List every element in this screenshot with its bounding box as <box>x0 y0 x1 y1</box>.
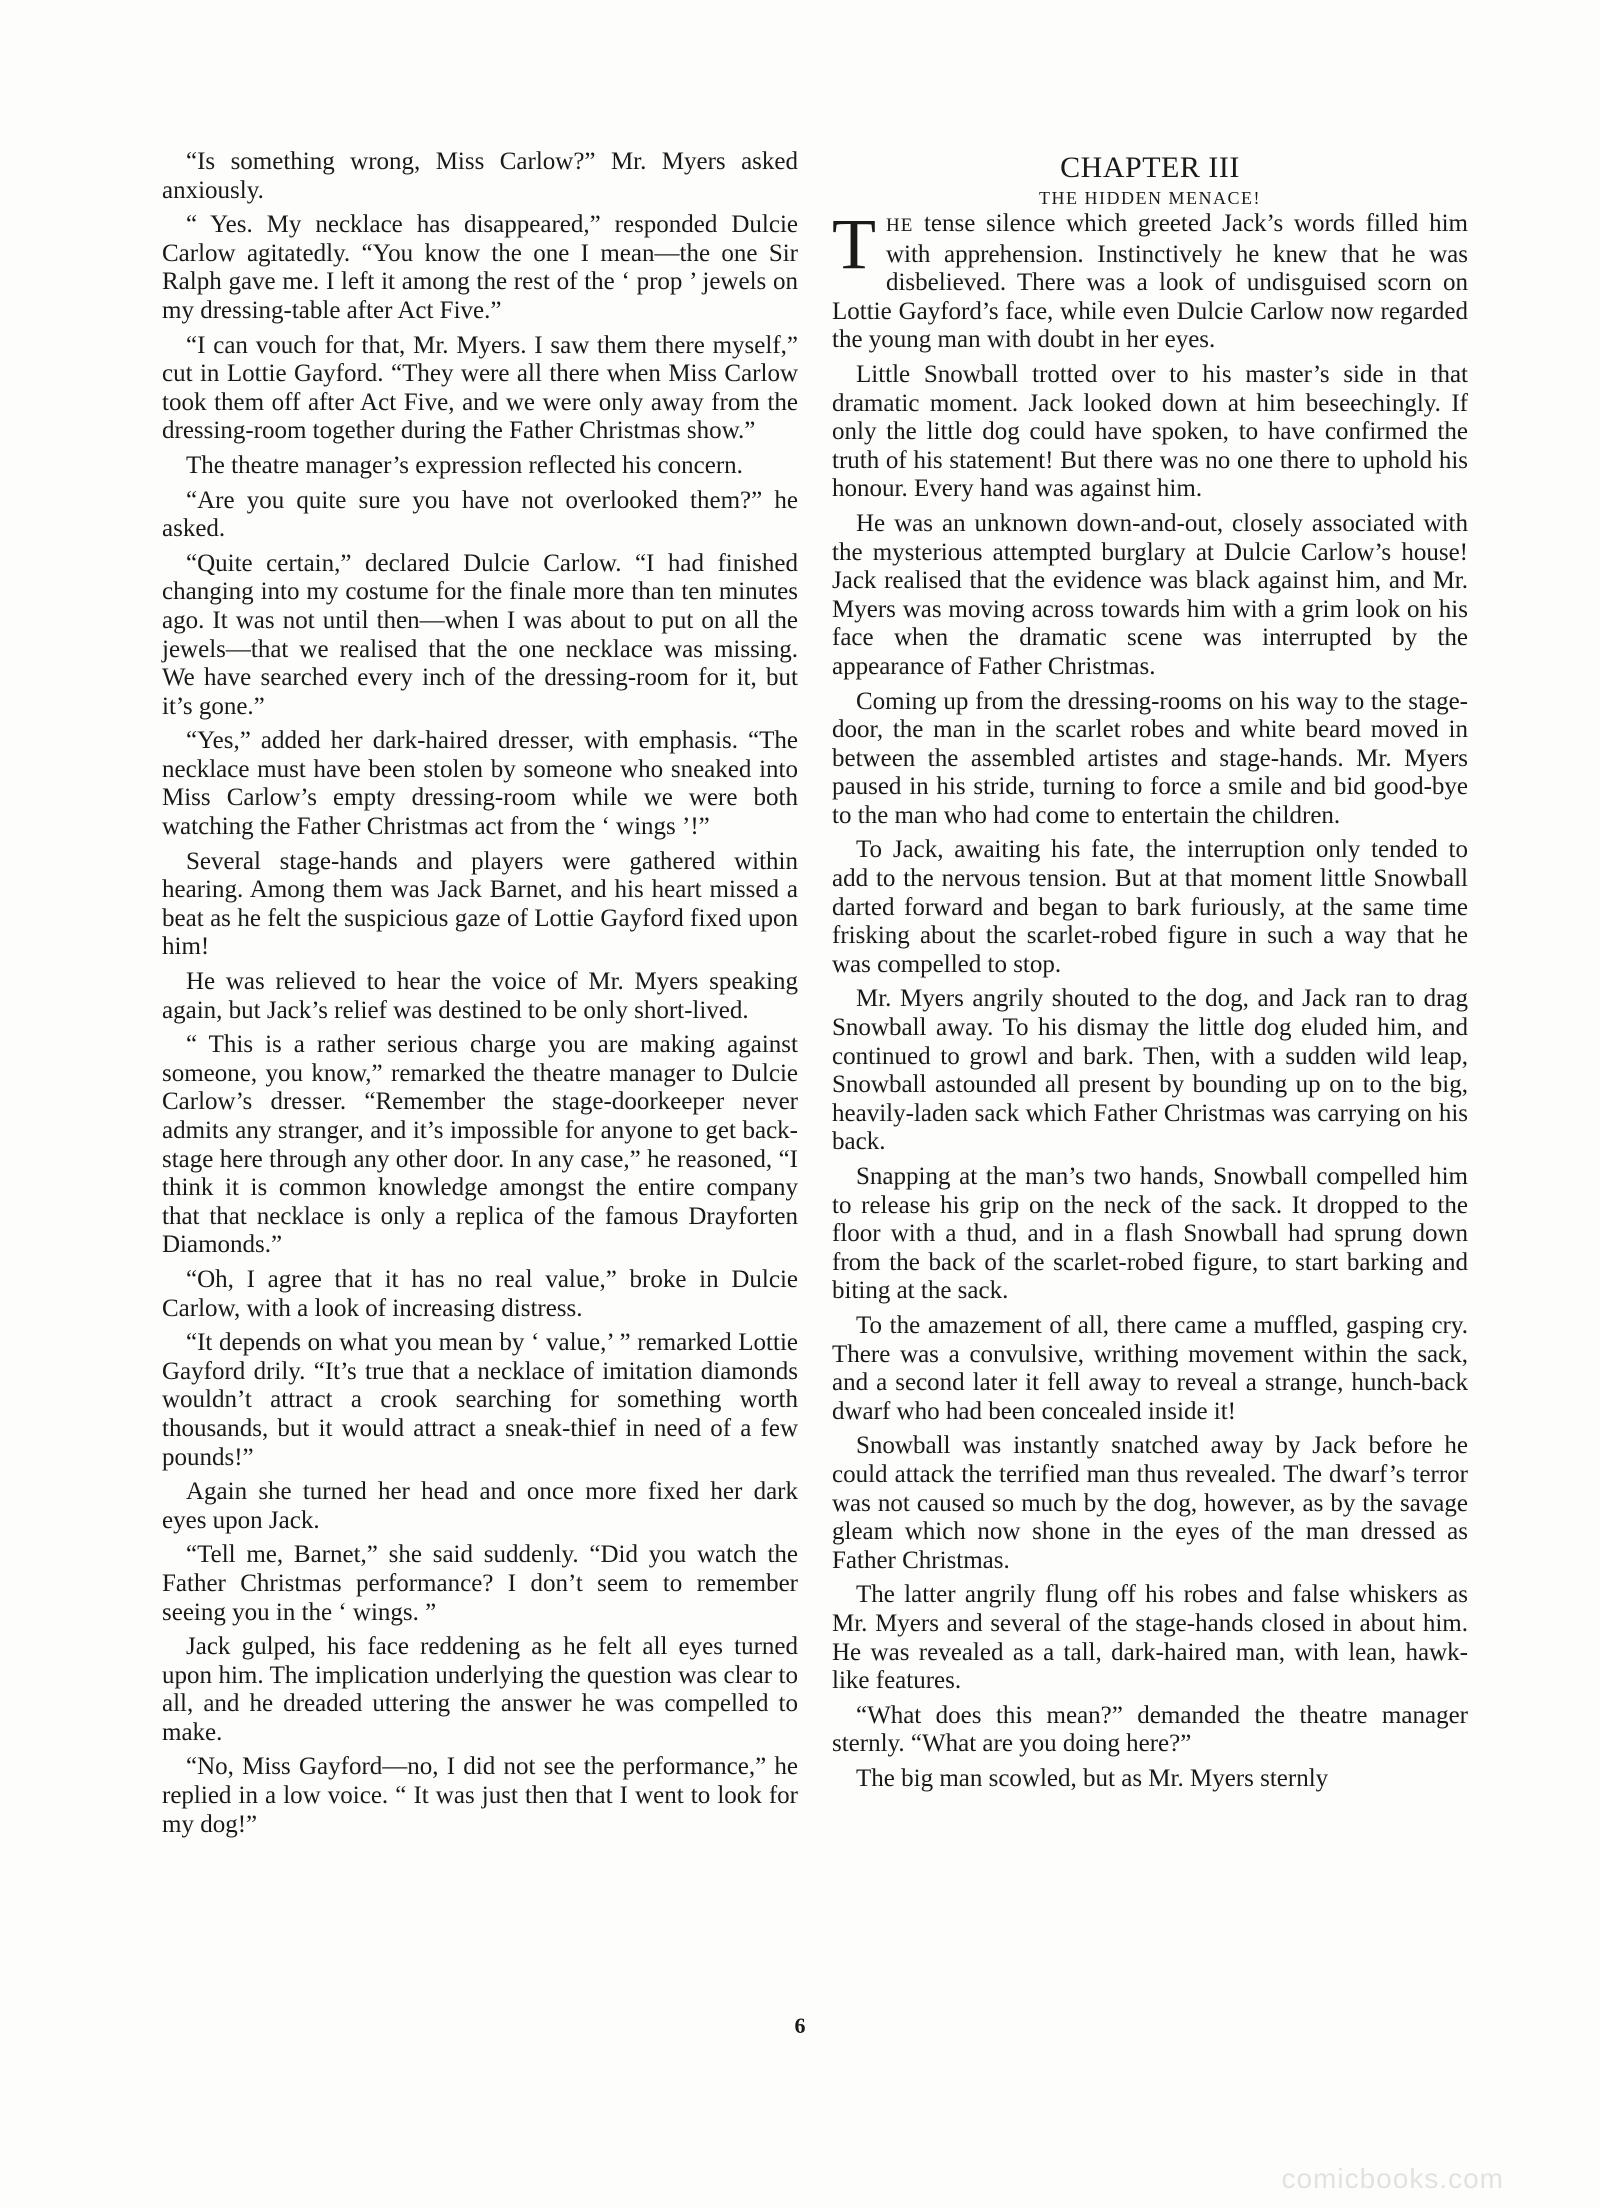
paragraph: The latter angrily flung off his robes and false whiskers as Mr. Myers and several of the stage-hands closed in about him. He was revealed as a tall, dark-haired man, with lean, hawk-like features. <box>832 1581 1468 1695</box>
opening-text: tense silence which greeted Jack’s words filled him with apprehension. Instinctively he knew that he was disbelieved. There was a look of undisguised scorn on Lottie Gayford’s face, while even Dulcie Carlow now regarded the young man with doubt in her eyes. <box>832 210 1468 354</box>
paragraph: He was relieved to hear the voice of Mr. Myers speaking again, but Jack’s relief was destined to be only short-lived. <box>162 968 798 1024</box>
paragraph: “No, Miss Gayford—no, I did not see the performance,” he replied in a low voice. “ It was just then that I went to look for my dog!” <box>162 1753 798 1838</box>
paragraph: Again she turned her head and once more fixed her dark eyes upon Jack. <box>162 1478 798 1534</box>
watermark: comicbooks.com <box>1281 2163 1504 2194</box>
paragraph: To Jack, awaiting his fate, the interruption only tended to add to the nervous tension. But at that moment little Snowball darted forward and began to bark furiously, at the same time frisking about the scarlet-robed figure in such a way that he was compelled to stop. <box>832 836 1468 978</box>
paragraph: “Yes,” added her dark-haired dresser, with emphasis. “The necklace must have been stolen by someone who sneaked into Miss Carlow’s empty dressing-room while we were both watching the Father Christmas act from the ‘ wings ’!” <box>162 727 798 841</box>
paragraph: “I can vouch for that, Mr. Myers. I saw them there myself,” cut in Lottie Gayford. “They were all there when Miss Carlow took them off after Act Five, and we were only away from the dressing-room together during the Father Christmas show.” <box>162 331 798 445</box>
paragraph: “Oh, I agree that it has no real value,” broke in Dulcie Carlow, with a look of increasing distress. <box>162 1265 798 1322</box>
paragraph: “Is something wrong, Miss Carlow?” Mr. Myers asked anxiously. <box>162 148 798 204</box>
paragraph: Snowball was instantly snatched away by Jack before he could attack the terrified man thus revealed. The dwarf’s terror was not caused so much by the dog, however, as by the savage gleam which now shone in the eyes of the man dressed as Father Christmas. <box>832 1432 1468 1574</box>
opening-paragraph <box>832 204 1468 355</box>
paragraph: “It depends on what you mean by ‘ value,’ ” remarked Lottie Gayford drily. “It’s true that a necklace of imitation diamonds wouldn’t attract a crook searching for something worth thousands, but it would attract a sneak-thief in need of a few pounds!” <box>162 1329 798 1471</box>
paragraph: He was an unknown down-and-out, closely associated with the mysterious attempted burglary at Dulcie Carlow’s house! Jack realised that the evidence was black against him, and Mr. Myers was moving across towards him with a grim look on his face when the dramatic scene was interrupted by the appearance of Father Christmas. <box>832 509 1468 680</box>
paragraph: “Quite certain,” declared Dulcie Carlow. “I had finished changing into my costume for the finale more than ten minutes ago. It was not until then—when I was about to put on all the jewels—that we realised that the one necklace was missing. We have searched every inch of the dressing-room for it, but it’s gone.” <box>162 549 798 720</box>
paragraph: “Tell me, Barnet,” she said suddenly. “Did you watch the Father Christmas performance? I don’t seem to remember seeing you in the ‘ wings. ” <box>162 1541 798 1626</box>
paragraph: Coming up from the dressing-rooms on his way to the stage-door, the man in the scarlet robes and white beard moved in between the assembled artistes and stage-hands. Mr. Myers paused in his stride, turning to force a smile and bid good-bye to the man who had come to entertain the children. <box>832 687 1468 829</box>
paragraph: “ This is a rather serious charge you are making against someone, you know,” remarked the theatre manager to Dulcie Carlow’s dresser. “Remember the stage-doorkeeper never admits any stranger, and it’s impossible for anyone to get back-stage here through any other door. In any case,” he reasoned, “I think it is common knowledge amongst the entire company that that necklace is only a replica of the famous Drayforten Diamonds.” <box>162 1031 798 1259</box>
paragraph: The big man scowled, but as Mr. Myers sternly <box>856 1764 1329 1792</box>
paragraph: To the amazement of all, there came a muffled, gasping cry. There was a convulsive, writhing movement within the sack, and a second later it fell away to reveal a strange, hunch-back dwarf who had been concealed inside it! <box>832 1311 1468 1425</box>
drop-cap: T <box>832 204 876 284</box>
paragraph: Little Snowball trotted over to his master’s side in that dramatic moment. Jack looked down at him beseechingly. If only the little dog could have spoken, to have confirmed the truth of his statement! But there was no one there to uphold his honour. Every hand was against him. <box>832 360 1468 503</box>
chapter-title: CHAPTER III <box>1060 151 1240 184</box>
paragraph: The theatre manager’s expression reflected his concern. <box>186 451 743 479</box>
paragraph: Mr. Myers angrily shouted to the dog, and Jack ran to drag Snowball away. To his dismay the little dog eluded him, and continued to growl and bark. Then, with a sudden wild leap, Snowball astounded all present by bounding up on to the big, heavily-laden sack which Father Christmas was carrying on his back. <box>832 985 1468 1156</box>
paragraph: “ Yes. My necklace has disappeared,” responded Dulcie Carlow agitatedly. “You know the one I mean—the one Sir Ralph gave me. I left it among the rest of the ‘ prop ’ jewels on my dressing-table after Act Five.” <box>162 211 798 324</box>
lead-smallcaps: HE <box>885 215 914 236</box>
paragraph: “What does this mean?” demanded the theatre manager sternly. “What are you doing here?” <box>832 1701 1468 1758</box>
chapter-subtitle: THE HIDDEN MENACE! <box>1039 188 1261 208</box>
left-column <box>162 148 798 1845</box>
paragraph: Several stage-hands and players were gathered within hearing. Among them was Jack Barnet, and his heart missed a beat as he felt the suspicious gaze of Lottie Gayford fixed upon him! <box>162 847 798 961</box>
paragraph: Jack gulped, his face reddening as he felt all eyes turned upon him. The implication underlying the question was clear to all, and he dreaded uttering the answer he was compelled to make. <box>162 1633 798 1746</box>
paragraph: “Are you quite sure you have not overlooked them?” he asked. <box>162 486 798 543</box>
paragraph: Snapping at the man’s two hands, Snowball compelled him to release his grip on the neck of the sack. It dropped to the floor with a thud, and in a flash Snowball had sprung down from the back of the scarlet-robed figure, to start barking and biting at the sack. <box>832 1163 1468 1305</box>
right-column <box>832 152 1468 1799</box>
page-number: 6 <box>794 2013 806 2038</box>
